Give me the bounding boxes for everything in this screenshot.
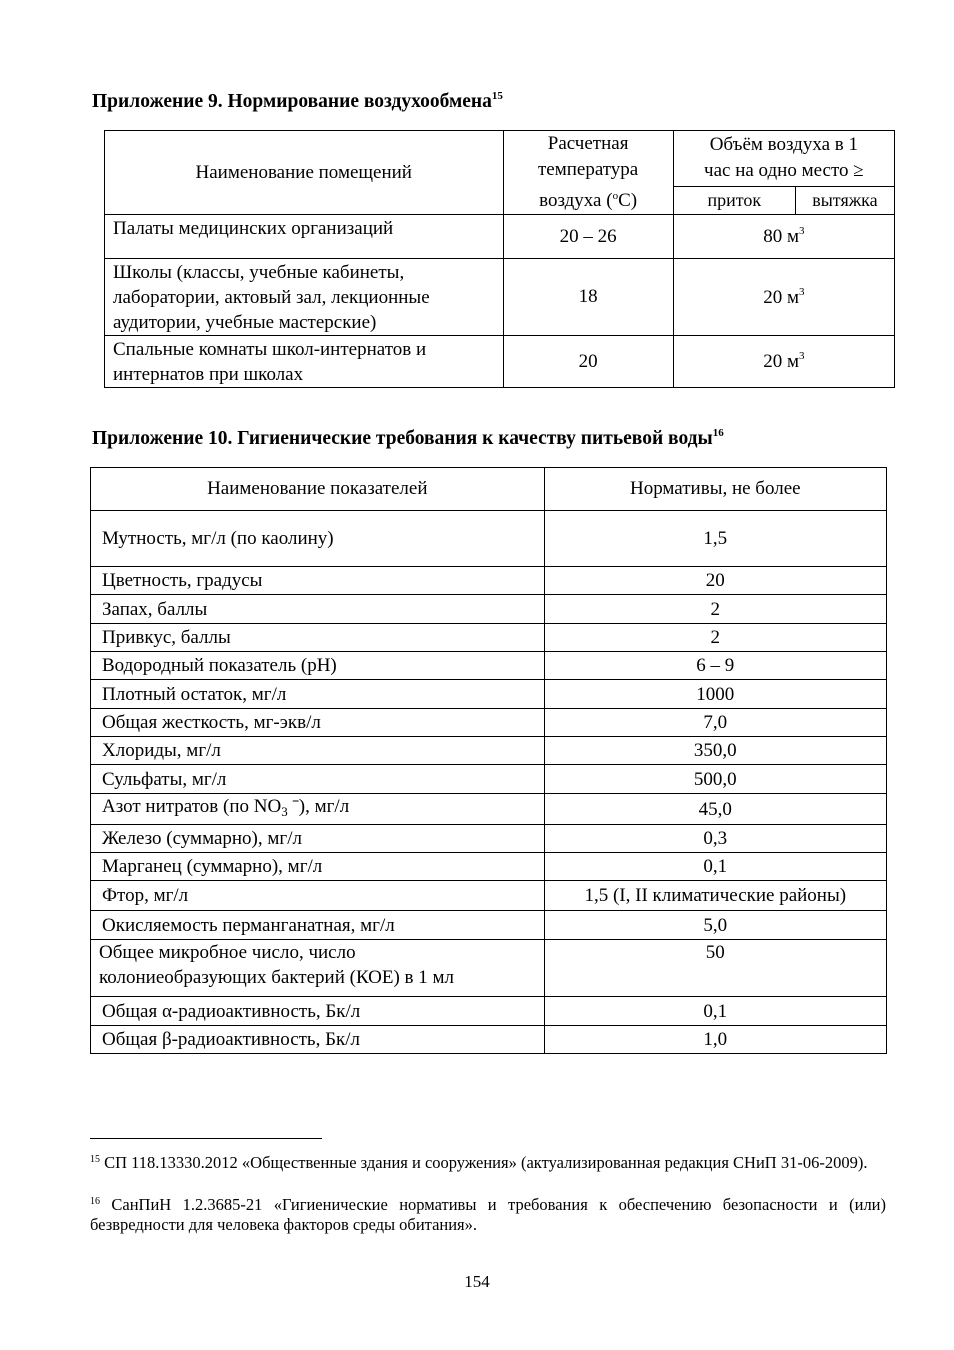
air-volume-text: 80 м [763,226,799,247]
indicator-name: Фтор, мг/л [91,881,545,911]
table-row [105,259,895,336]
unit-exponent: 3 [798,285,805,298]
indicator-value: 0,3 [544,825,886,853]
header-temperature [503,131,673,215]
room-name-line: Спальные комнаты школ-интернатов и [113,339,427,360]
footnote-15 [90,1150,886,1173]
room-name-line: Школы (классы, учебные кабинеты, [113,262,405,283]
water-quality-table [90,467,887,1054]
header-air-volume [673,131,894,187]
room-name-line: лаборатории, актовый зал, лекционные [113,287,430,308]
header-air-volume-line1: Объём воздуха в 1 [709,134,858,156]
header-air-volume-line2: час на одно место ≥ [704,160,864,182]
indicator-name: Железо (суммарно), мг/л [91,825,545,853]
indicator-value: 6 – 9 [544,652,886,680]
header-temperature-line1: Расчетная [547,133,629,154]
table-row [91,567,887,595]
air-volume-text: 20 м [763,286,799,308]
room-name-line: интернатов при школах [113,364,304,385]
table-row [91,794,887,825]
indicator-name-suffix: ˉ), мг/л [287,796,350,817]
indicator-value: 0,1 [544,853,886,881]
indicator-value: 2 [544,595,886,624]
indicator-name: Цветность, градусы [91,567,545,595]
indicator-value: 7,0 [544,709,886,737]
footnote-divider [90,1138,322,1139]
appendix10-title [92,427,724,450]
header-indicator: Наименование показателей [91,468,545,511]
footnote-ref: 16 [90,1196,100,1207]
indicator-name-line: колониеобразующих бактерий (КОЕ) в 1 мл [99,967,455,988]
indicator-value: 1000 [544,680,886,709]
room-name [105,336,504,388]
footnote-text: СП 118.13330.2012 «Общественные здания и сооружения» (актуализированная редакция СНиП 31-06-2009). [100,1153,868,1172]
table-row [91,825,887,853]
header-temperature-line3-prefix: воздуха ( [539,190,613,211]
appendix9-title [92,90,503,113]
indicator-value: 1,5 (I, II климатические районы) [544,881,886,911]
header-norm: Нормативы, не более [544,468,886,511]
indicator-name: Окисляемость перманганатная, мг/л [91,911,545,940]
header-temperature-line3-suffix: С) [618,190,638,211]
indicator-name: Общая α-радиоактивность, Бк/л [91,997,545,1026]
temperature-value: 20 – 26 [503,215,673,259]
indicator-name: Водородный показатель (рН) [91,652,545,680]
degree-symbol: о [612,190,619,202]
indicator-value: 1,5 [544,511,886,567]
header-inflow: приток [673,186,795,214]
footnote-text: СанПиН 1.2.3685-21 «Гигиенические нормативы и требования к обеспечению безопасности и (или) безвредности для человека факторов среды обитания». [90,1195,886,1234]
indicator-name: Запах, баллы [91,595,545,624]
table-row [91,680,887,709]
table-row [91,881,887,911]
appendix10-footnote-ref: 16 [712,427,724,439]
indicator-name: Общая β-радиоактивность, Бк/л [91,1026,545,1054]
table-row [91,511,887,567]
footnote-16 [90,1192,886,1235]
indicator-name: Привкус, баллы [91,624,545,652]
indicator-name: Сульфаты, мг/л [91,765,545,794]
appendix10-title-text: Приложение 10. Гигиенические требования к качеству питьевой воды [92,428,713,449]
indicator-name [91,794,545,825]
indicator-name: Хлориды, мг/л [91,737,545,765]
table-row [91,911,887,940]
room-name: Палаты медицинских организаций [105,215,504,259]
indicator-name: Общая жесткость, мг-экв/л [91,709,545,737]
table-row [91,595,887,624]
indicator-value: 5,0 [544,911,886,940]
table-header-row [91,468,887,511]
table-row [91,1026,887,1054]
indicator-name [91,940,545,997]
footnote-ref: 15 [90,1154,100,1165]
indicator-name-prefix: Азот нитратов (по NO [102,796,282,817]
appendix9-footnote-ref: 15 [491,90,503,102]
header-exhaust: вытяжка [795,186,894,214]
room-name [105,259,504,336]
indicator-name: Мутность, мг/л (по каолину) [91,511,545,567]
page-number: 154 [464,1272,490,1291]
table-row [91,940,887,997]
air-volume-value [673,336,894,388]
temperature-value: 18 [503,259,673,336]
table-row [91,737,887,765]
air-volume-text: 20 м [763,351,799,372]
indicator-value: 1,0 [544,1026,886,1054]
table-row [105,336,895,388]
unit-exponent: 3 [798,225,805,237]
header-temperature-line2: температура [537,159,639,180]
table-row [91,997,887,1026]
table-row [91,765,887,794]
table-row [91,624,887,652]
room-name-line: аудитории, учебные мастерские) [113,312,377,333]
indicator-value: 0,1 [544,997,886,1026]
table-row [91,853,887,881]
table-row [91,709,887,737]
indicator-name: Плотный остаток, мг/л [91,680,545,709]
table-header-row [105,131,895,187]
air-volume-value [673,259,894,336]
header-room-name: Наименование помещений [105,131,504,215]
indicator-value: 50 [544,940,886,997]
air-exchange-table [104,130,895,388]
table-row [105,215,895,259]
indicator-name-line: Общее микробное число, число [99,942,356,963]
indicator-value: 500,0 [544,765,886,794]
appendix9-title-text: Приложение 9. Нормирование воздухообмена [92,91,492,112]
indicator-name: Марганец (суммарно), мг/л [91,853,545,881]
indicator-value: 45,0 [544,794,886,825]
subscript: 3 [281,804,288,819]
temperature-value: 20 [503,336,673,388]
table-row [91,652,887,680]
unit-exponent: 3 [798,350,805,362]
indicator-value: 350,0 [544,737,886,765]
indicator-value: 2 [544,624,886,652]
indicator-value: 20 [544,567,886,595]
air-volume-value [673,215,894,259]
